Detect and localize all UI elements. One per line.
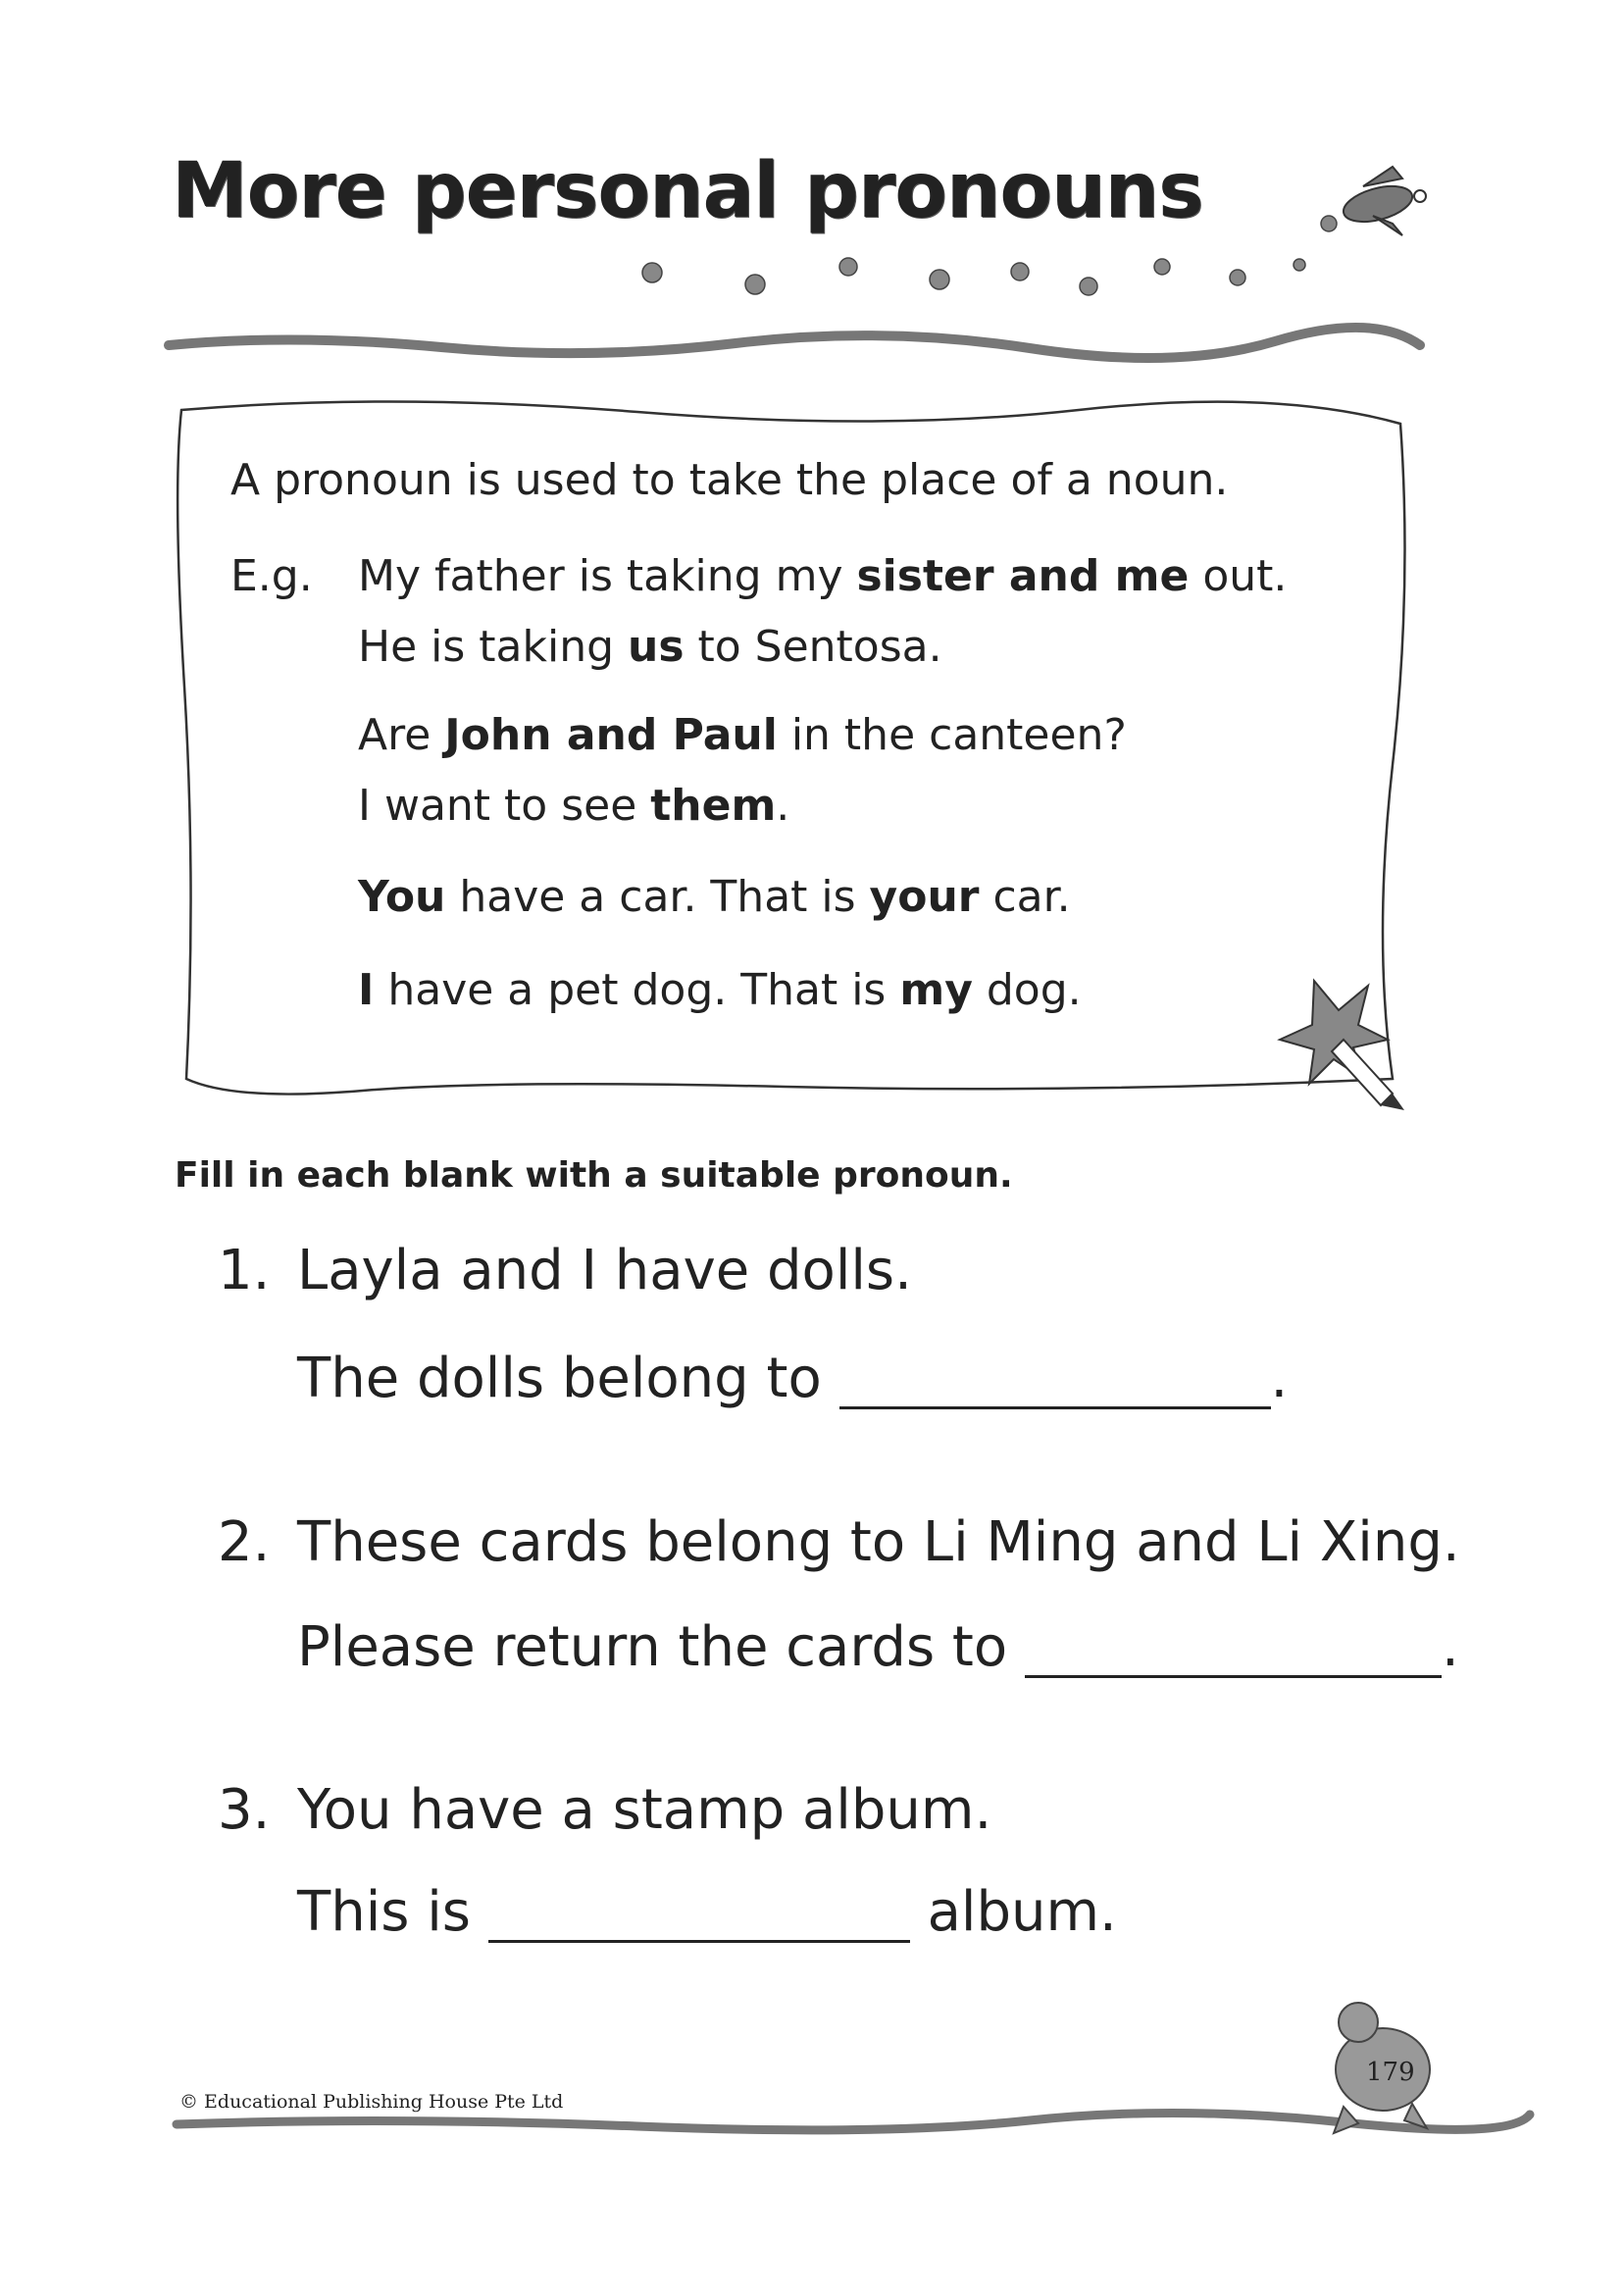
example-1-line-1: My father is taking my sister and me out.	[358, 551, 1288, 601]
question-number: 3.	[218, 1778, 271, 1842]
exercise-instruction: Fill in each blank with a suitable pronoun.	[175, 1155, 1013, 1196]
question-1-line-1: Layla and I have dolls.	[297, 1239, 912, 1302]
example-highlight: I	[358, 965, 375, 1015]
example-highlight: You	[358, 872, 446, 922]
example-highlight: sister and me	[856, 551, 1190, 601]
example-1-line-2: He is taking us to Sentosa.	[358, 622, 942, 672]
example-highlight: them	[650, 781, 777, 831]
eg-label: E.g.	[230, 551, 313, 601]
question-1-line-2: The dolls belong to .	[297, 1347, 1289, 1410]
page-number: 179	[1366, 2058, 1415, 2087]
example-3-line-1: You have a car. That is your car.	[358, 872, 1071, 922]
example-highlight: us	[628, 622, 685, 672]
question-3-line-1: You have a stamp album.	[297, 1778, 992, 1842]
example-4-line-1: I have a pet dog. That is my dog.	[358, 965, 1082, 1015]
question-2-line-1: These cards belong to Li Ming and Li Xing.	[297, 1510, 1460, 1574]
page-title: More personal pronouns	[172, 147, 1203, 235]
example-2-line-2: I want to see them.	[358, 781, 790, 831]
example-highlight: your	[869, 872, 980, 922]
definition-text: A pronoun is used to take the place of a noun.	[230, 455, 1229, 505]
question-number: 1.	[218, 1239, 271, 1302]
question-3-line-2: This is album.	[297, 1880, 1117, 1944]
copyright-footer: © Educational Publishing House Pte Ltd	[179, 2091, 564, 2113]
example-highlight: John and Paul	[444, 710, 778, 760]
question-2-line-2: Please return the cards to .	[297, 1615, 1459, 1679]
example-2-line-1: Are John and Paul in the canteen?	[358, 710, 1127, 760]
example-highlight: my	[899, 965, 973, 1015]
footer-divider	[177, 2113, 1530, 2129]
question-number: 2.	[218, 1510, 271, 1574]
